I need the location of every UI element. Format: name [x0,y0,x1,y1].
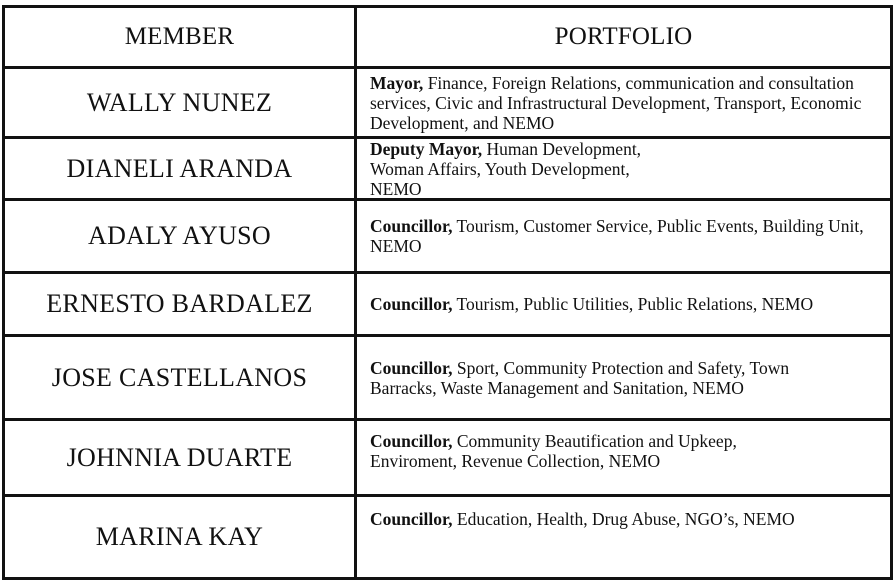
portfolio-text: Education, Health, Drug Abuse, NGO’s, NEMO [452,509,795,529]
role-title: Deputy Mayor, [370,139,483,159]
portfolio-cell [357,274,890,337]
role-title: Councillor, [370,431,453,451]
portfolio-cell [357,421,890,497]
portfolio-cell [357,69,890,139]
portfolio-cell [357,139,890,201]
role-title: Councillor, [370,216,453,236]
portfolio-text: Tourism, Public Utilities, Public Relations, NEMO [452,294,814,314]
member-column-header: MEMBER [5,8,357,69]
portfolio-text: Finance, Foreign Relations, communication and consultation services, Civic and Infrastructural Development, Transport, Economic Development, and NEMO [370,72,862,133]
member-name: JOSE CASTELLANOS [5,337,357,421]
role-title: Mayor, [370,72,424,93]
portfolio-column-header: PORTFOLIO [357,8,890,69]
portfolio-cell [357,337,890,421]
role-title: Councillor, [370,509,453,529]
member-name: ERNESTO BARDALEZ [5,274,357,337]
portfolio-text: Human Development, Woman Affairs, Youth Development, NEMO [370,139,642,199]
portfolio-cell [357,201,890,274]
portfolio-text: Community Beautification and Upkeep, Enviroment, Revenue Collection, NEMO [370,431,737,471]
role-title: Councillor, [370,294,453,314]
portfolio-cell [357,497,890,577]
council-portfolio-table [2,5,893,580]
member-name: DIANELI ARANDA [5,139,357,201]
member-name: JOHNNIA DUARTE [5,421,357,497]
portfolio-text: Sport, Community Protection and Safety, Town Barracks, Waste Management and Sanitation, NEMO [370,357,790,398]
member-name: MARINA KAY [5,497,357,577]
portfolio-text: Tourism, Customer Service, Public Events, Building Unit, NEMO [370,216,864,256]
member-name: WALLY NUNEZ [5,69,357,139]
member-name: ADALY AYUSO [5,201,357,274]
role-title: Councillor, [370,357,453,378]
